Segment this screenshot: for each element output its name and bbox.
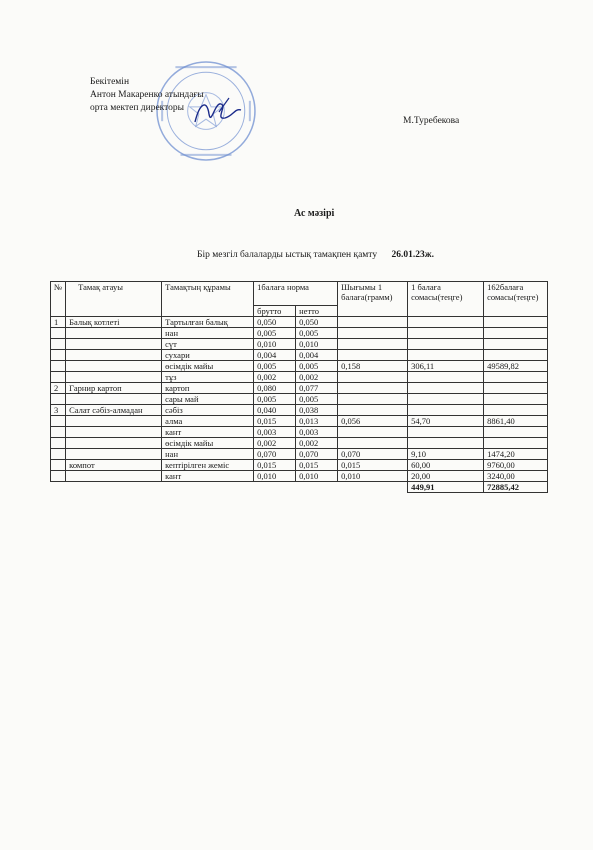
cell-item: тұз [162, 372, 254, 383]
table-header-row [51, 282, 548, 306]
cell-sum162: 9760,00 [484, 460, 548, 471]
cell-num [51, 361, 66, 372]
table-row [51, 438, 548, 449]
cell-num [51, 416, 66, 427]
cell-num [51, 449, 66, 460]
cell-dish [66, 449, 162, 460]
cell-sum162 [484, 372, 548, 383]
subtitle-text: Бір мезгіл балаларды ыстық тамақпен қамту [197, 250, 378, 260]
cell-num [51, 328, 66, 339]
cell-gross: 0,015 [254, 460, 296, 471]
cell-sum162 [484, 394, 548, 405]
cell-net: 0,050 [296, 317, 338, 328]
cell-sum1 [408, 438, 484, 449]
cell-sum1 [408, 394, 484, 405]
cell-net: 0,004 [296, 350, 338, 361]
cell-num: 1 [51, 317, 66, 328]
cell-net: 0,038 [296, 405, 338, 416]
cell-sum162: 1474,20 [484, 449, 548, 460]
cell-dish: компот [66, 460, 162, 471]
cell-dish [66, 438, 162, 449]
cell-item: өсімдік майы [162, 361, 254, 372]
cell-sum162 [484, 405, 548, 416]
cell-num [51, 438, 66, 449]
cell-gross: 0,050 [254, 317, 296, 328]
cell-gross: 0,040 [254, 405, 296, 416]
header-yield-label: Шығымы 1 балаға(грамм) [341, 282, 393, 302]
cell-item: сәбіз [162, 405, 254, 416]
cell-yield [338, 372, 408, 383]
cell-gross: 0,080 [254, 383, 296, 394]
cell-item: кант [162, 427, 254, 438]
cell-dish [66, 471, 162, 482]
cell-gross: 0,010 [254, 471, 296, 482]
cell-yield: 0,070 [338, 449, 408, 460]
cell-item: алма [162, 416, 254, 427]
cell-gross: 0,005 [254, 328, 296, 339]
cell-net: 0,003 [296, 427, 338, 438]
cell-sum162 [484, 383, 548, 394]
header-composition: Тамақтың құрамы [162, 282, 254, 317]
cell-item: кептірілген жеміс [162, 460, 254, 471]
table-row [51, 317, 548, 328]
cell-net: 0,010 [296, 471, 338, 482]
header-net: нетто [296, 306, 338, 317]
cell-sum1: 60,00 [408, 460, 484, 471]
header-sum162-label: 162балаға сомасы(теңге) [487, 282, 539, 302]
cell-net: 0,005 [296, 328, 338, 339]
cell-sum162: 3240,00 [484, 471, 548, 482]
cell-yield [338, 339, 408, 350]
cell-sum162 [484, 427, 548, 438]
cell-sum162: 8861,40 [484, 416, 548, 427]
cell-num [51, 372, 66, 383]
cell-yield: 0,010 [338, 471, 408, 482]
cell-yield [338, 317, 408, 328]
menu-date: 26.01.23ж. [391, 250, 434, 260]
cell-net: 0,013 [296, 416, 338, 427]
cell-dish: Балық котлеті [66, 317, 162, 328]
table-row [51, 427, 548, 438]
cell-dish [66, 372, 162, 383]
cell-sum1: 20,00 [408, 471, 484, 482]
cell-item: өсімдік майы [162, 438, 254, 449]
cell-sum1: 9,10 [408, 449, 484, 460]
header-sum1 [408, 282, 484, 317]
cell-num [51, 460, 66, 471]
total-sum162: 72885,42 [484, 482, 548, 493]
approval-block [90, 76, 204, 115]
cell-net: 0,070 [296, 449, 338, 460]
cell-yield: 0,158 [338, 361, 408, 372]
table-row [51, 416, 548, 427]
cell-sum1 [408, 427, 484, 438]
approval-line-1: Бекітемін [90, 77, 130, 87]
cell-item: сухари [162, 350, 254, 361]
document-subtitle [197, 250, 434, 260]
approval-line-3: орта мектеп директоры [90, 103, 185, 113]
cell-dish [66, 394, 162, 405]
cell-gross: 0,015 [254, 416, 296, 427]
header-yield [338, 282, 408, 317]
table-row [51, 372, 548, 383]
header-sum162 [484, 282, 548, 317]
cell-dish [66, 339, 162, 350]
header-dish: Тамақ атауы [66, 282, 162, 317]
cell-num [51, 350, 66, 361]
cell-net: 0,077 [296, 383, 338, 394]
cell-item: картоп [162, 383, 254, 394]
table-row [51, 361, 548, 372]
cell-sum162 [484, 339, 548, 350]
cell-item: Тартылған балық [162, 317, 254, 328]
cell-gross: 0,005 [254, 361, 296, 372]
table-row [51, 460, 548, 471]
cell-dish [66, 416, 162, 427]
cell-dish: Гарнир картоп [66, 383, 162, 394]
cell-gross: 0,005 [254, 394, 296, 405]
header-sum1-label: 1 балаға сомасы(теңге) [411, 282, 463, 302]
cell-yield [338, 350, 408, 361]
cell-gross: 0,010 [254, 339, 296, 350]
cell-yield [338, 427, 408, 438]
document-title: Ас мәзірі [294, 208, 335, 219]
cell-net: 0,015 [296, 460, 338, 471]
table-body [51, 317, 548, 482]
total-sum1: 449,91 [408, 482, 484, 493]
cell-sum1 [408, 350, 484, 361]
table-row [51, 339, 548, 350]
table-row [51, 449, 548, 460]
cell-sum1 [408, 383, 484, 394]
cell-yield [338, 383, 408, 394]
cell-net: 0,005 [296, 394, 338, 405]
cell-num [51, 339, 66, 350]
cell-item: сүт [162, 339, 254, 350]
cell-yield [338, 438, 408, 449]
cell-num [51, 427, 66, 438]
cell-net: 0,002 [296, 372, 338, 383]
table-row [51, 350, 548, 361]
cell-sum1 [408, 372, 484, 383]
cell-sum162 [484, 317, 548, 328]
cell-num [51, 471, 66, 482]
cell-item: нан [162, 449, 254, 460]
approval-line-2: Антон Макаренко атындағы [90, 90, 204, 100]
cell-num: 2 [51, 383, 66, 394]
cell-net: 0,002 [296, 438, 338, 449]
cell-gross: 0,003 [254, 427, 296, 438]
cell-dish [66, 350, 162, 361]
cell-net: 0,005 [296, 361, 338, 372]
cell-dish: Салат сәбіз-алмадан [66, 405, 162, 416]
table-row [51, 471, 548, 482]
menu-table [50, 281, 548, 493]
header-gross: брутто [254, 306, 296, 317]
table-total-row [51, 482, 548, 493]
cell-sum1 [408, 328, 484, 339]
cell-item: сары май [162, 394, 254, 405]
cell-gross: 0,070 [254, 449, 296, 460]
cell-dish [66, 328, 162, 339]
cell-sum1: 54,70 [408, 416, 484, 427]
header-num: № [51, 282, 66, 317]
cell-item: кант [162, 471, 254, 482]
cell-net: 0,010 [296, 339, 338, 350]
cell-num: 3 [51, 405, 66, 416]
signer-name: М.Туребекова [403, 116, 460, 126]
cell-gross: 0,002 [254, 372, 296, 383]
cell-sum162: 49589,82 [484, 361, 548, 372]
header-norm: 1балаға норма [254, 282, 338, 306]
cell-sum162 [484, 328, 548, 339]
cell-sum1 [408, 339, 484, 350]
cell-yield: 0,015 [338, 460, 408, 471]
table-row [51, 383, 548, 394]
cell-gross: 0,004 [254, 350, 296, 361]
table-row [51, 328, 548, 339]
cell-sum1 [408, 405, 484, 416]
cell-sum1: 306,11 [408, 361, 484, 372]
cell-dish [66, 361, 162, 372]
cell-yield: 0,056 [338, 416, 408, 427]
table-row [51, 394, 548, 405]
cell-dish [66, 427, 162, 438]
cell-sum162 [484, 438, 548, 449]
table-row [51, 405, 548, 416]
cell-yield [338, 328, 408, 339]
cell-num [51, 394, 66, 405]
cell-gross: 0,002 [254, 438, 296, 449]
cell-item: нан [162, 328, 254, 339]
cell-sum1 [408, 317, 484, 328]
cell-sum162 [484, 350, 548, 361]
cell-yield [338, 394, 408, 405]
cell-yield [338, 405, 408, 416]
